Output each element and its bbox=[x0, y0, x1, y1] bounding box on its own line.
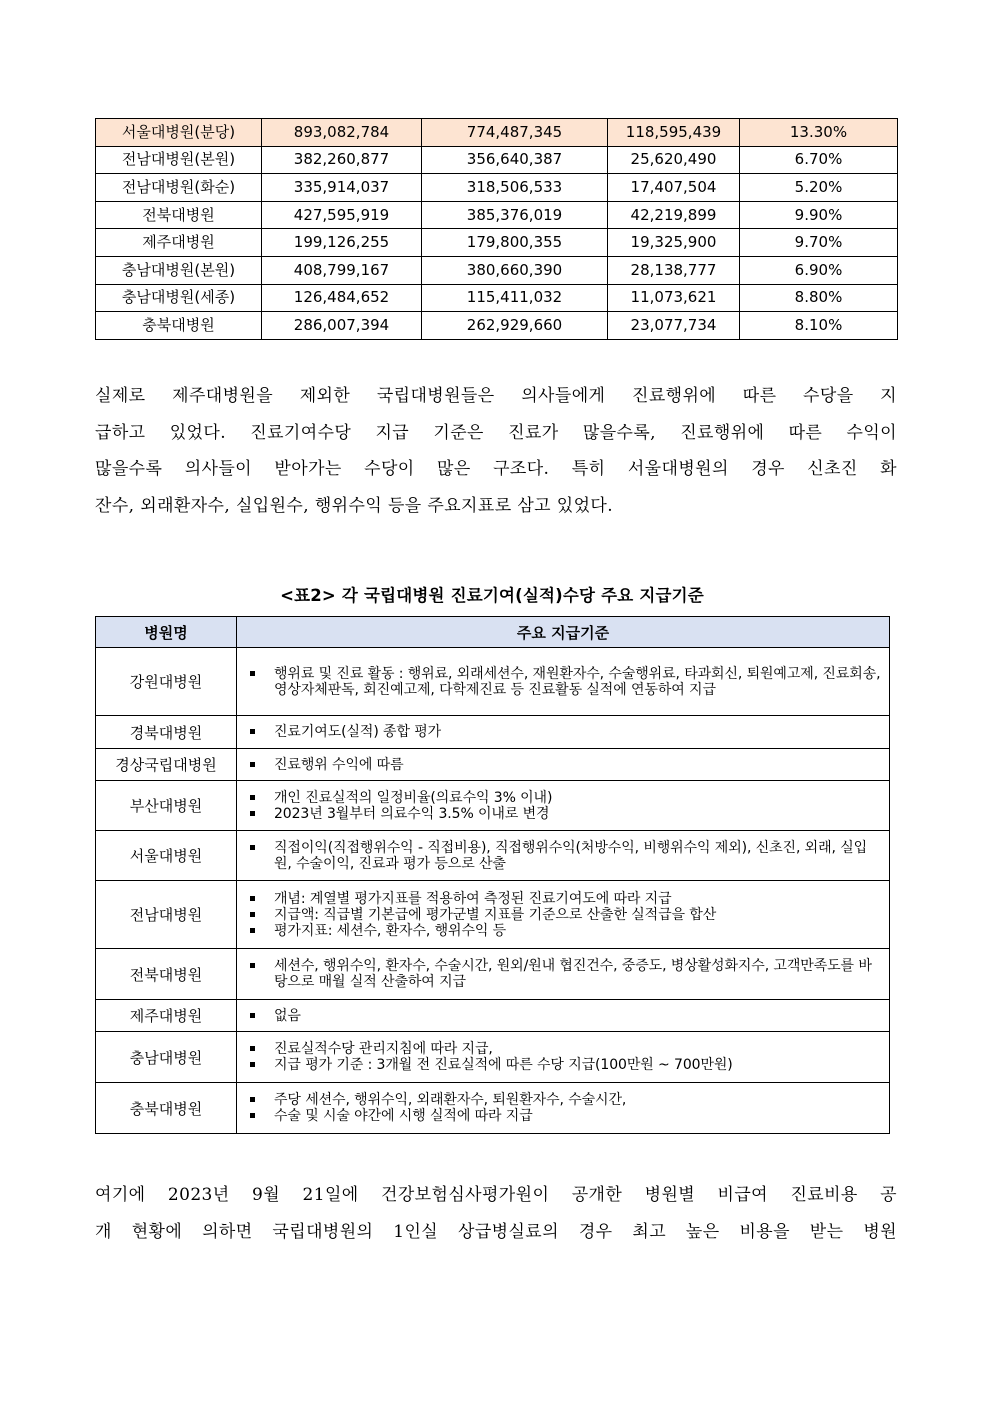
criteria-item: 세션수, 행위수익, 환자수, 수술시간, 원외/원내 협진건수, 중증도, 병상활성화지수, 고객만족도를 바탕으로 매월 실적 산출하여 지급 bbox=[247, 958, 881, 990]
header-hospital-name: 병원명 bbox=[96, 617, 237, 648]
table-cell: 115,411,032 bbox=[422, 284, 608, 312]
table-cell: 충남대병원(세종) bbox=[96, 284, 262, 312]
table-row bbox=[96, 1032, 890, 1083]
hospital-name: 경북대병원 bbox=[96, 716, 237, 749]
table-cell: 774,487,345 bbox=[422, 119, 608, 147]
table-cell: 23,077,734 bbox=[608, 312, 740, 340]
table-cell: 408,799,167 bbox=[262, 256, 422, 284]
table-cell: 6.70% bbox=[740, 146, 898, 174]
table-cell: 전남대병원(본원) bbox=[96, 146, 262, 174]
criteria-cell bbox=[237, 949, 890, 1000]
hospital-name: 전북대병원 bbox=[96, 949, 237, 1000]
criteria-cell bbox=[237, 1032, 890, 1083]
table-row bbox=[96, 648, 890, 716]
table-row bbox=[96, 831, 890, 881]
hospital-name: 강원대병원 bbox=[96, 648, 237, 716]
table-row bbox=[96, 146, 898, 174]
table-row bbox=[96, 1000, 890, 1032]
table-row bbox=[96, 284, 898, 312]
table-cell: 5.20% bbox=[740, 174, 898, 202]
criteria-cell bbox=[237, 648, 890, 716]
criteria-item: 지급 평가 기준 : 3개월 전 진료실적에 따른 수당 지급(100만원 ~ 700만원) bbox=[247, 1057, 881, 1073]
criteria-item: 수술 및 시술 야간에 시행 실적에 따라 지급 bbox=[247, 1108, 881, 1124]
table-cell: 전북대병원 bbox=[96, 201, 262, 229]
table-cell: 제주대병원 bbox=[96, 229, 262, 257]
table-cell: 28,138,777 bbox=[608, 256, 740, 284]
table-row bbox=[96, 201, 898, 229]
table-cell: 286,007,394 bbox=[262, 312, 422, 340]
paragraph-line: 개 현황에 의하면 국립대병원의 1인실 상급병실료의 경우 최고 높은 비용을 받는 병원 bbox=[95, 1221, 897, 1242]
table-cell: 충남대병원(본원) bbox=[96, 256, 262, 284]
table-row bbox=[96, 174, 898, 202]
table-row bbox=[96, 256, 898, 284]
criteria-item: 개념: 계열별 평가지표를 적용하여 측정된 진료기여도에 따라 지급 bbox=[247, 891, 881, 907]
criteria-item: 진료실적수당 관리지침에 따라 지급, bbox=[247, 1041, 881, 1057]
criteria-list bbox=[247, 724, 881, 740]
hospital-name: 경상국립대병원 bbox=[96, 749, 237, 781]
table-cell: 8.80% bbox=[740, 284, 898, 312]
table-cell: 262,929,660 bbox=[422, 312, 608, 340]
hospital-revenue-table bbox=[95, 118, 898, 340]
payment-criteria-table bbox=[95, 616, 890, 1134]
paragraph-incentive bbox=[95, 378, 897, 524]
criteria-list bbox=[247, 891, 881, 939]
table-cell: 382,260,877 bbox=[262, 146, 422, 174]
paragraph-room-fee bbox=[95, 1177, 897, 1250]
criteria-item: 행위료 및 진료 활동 : 행위료, 외래세션수, 재원환자수, 수술행위료, 타과회신, 퇴원예고제, 진료회송, 영상자체판독, 회진예고제, 다학제진료 등 진료활동 실적에 연동하여 지급 bbox=[247, 666, 881, 698]
table-cell: 126,484,652 bbox=[262, 284, 422, 312]
hospital-name: 부산대병원 bbox=[96, 781, 237, 831]
table-cell: 42,219,899 bbox=[608, 201, 740, 229]
criteria-list bbox=[247, 757, 881, 773]
paragraph-line: 잔수, 외래환자수, 실입원수, 행위수익 등을 주요지표로 삼고 있었다. bbox=[95, 495, 614, 516]
hospital-name: 충남대병원 bbox=[96, 1032, 237, 1083]
criteria-item: 평가지표: 세션수, 환자수, 행위수익 등 bbox=[247, 923, 881, 939]
table-cell: 199,126,255 bbox=[262, 229, 422, 257]
criteria-list bbox=[247, 666, 881, 698]
table-cell: 356,640,387 bbox=[422, 146, 608, 174]
paragraph-line: 급하고 있었다. 진료기여수당 지급 기준은 진료가 많을수록, 진료행위에 따른 수익이 bbox=[95, 422, 897, 443]
table-cell: 11,073,621 bbox=[608, 284, 740, 312]
header-criteria: 주요 지급기준 bbox=[237, 617, 890, 648]
hospital-name: 서울대병원 bbox=[96, 831, 237, 881]
table-row bbox=[96, 881, 890, 949]
table-cell: 전남대병원(화순) bbox=[96, 174, 262, 202]
criteria-cell bbox=[237, 716, 890, 749]
table-cell: 서울대병원(분당) bbox=[96, 119, 262, 147]
table-cell: 6.90% bbox=[740, 256, 898, 284]
criteria-item: 직접이익(직접행위수익 - 직접비용), 직접행위수익(처방수익, 비행위수익 제외), 신초진, 외래, 실입원, 수술이익, 진료과 평가 등으로 산출 bbox=[247, 840, 881, 872]
criteria-item: 주당 세션수, 행위수익, 외래환자수, 퇴원환자수, 수술시간, bbox=[247, 1092, 881, 1108]
paragraph-line: 많을수록 의사들이 받아가는 수당이 많은 구조다. 특히 서울대병원의 경우 신초진 화 bbox=[95, 459, 897, 480]
table-cell: 25,620,490 bbox=[608, 146, 740, 174]
criteria-list bbox=[247, 840, 881, 872]
criteria-item: 진료기여도(실적) 종합 평가 bbox=[247, 724, 881, 740]
table-cell: 19,325,900 bbox=[608, 229, 740, 257]
paragraph-line: 실제로 제주대병원을 제외한 국립대병원들은 의사들에게 진료행위에 따른 수당을 지 bbox=[95, 386, 897, 406]
table-row bbox=[96, 312, 898, 340]
criteria-cell bbox=[237, 749, 890, 781]
table-cell: 385,376,019 bbox=[422, 201, 608, 229]
table-cell: 179,800,355 bbox=[422, 229, 608, 257]
criteria-cell bbox=[237, 1000, 890, 1032]
table-cell: 17,407,504 bbox=[608, 174, 740, 202]
criteria-item: 진료행위 수익에 따름 bbox=[247, 757, 881, 773]
hospital-name: 전남대병원 bbox=[96, 881, 237, 949]
table-cell: 427,595,919 bbox=[262, 201, 422, 229]
table-row bbox=[96, 1083, 890, 1134]
paragraph-line: 여기에 2023년 9월 21일에 건강보험심사평가원이 공개한 병원별 비급여 진료비용 공 bbox=[95, 1185, 897, 1205]
table-cell: 380,660,390 bbox=[422, 256, 608, 284]
criteria-cell bbox=[237, 781, 890, 831]
table-cell: 118,595,439 bbox=[608, 119, 740, 147]
criteria-list bbox=[247, 1092, 881, 1124]
criteria-list bbox=[247, 1041, 881, 1073]
criteria-cell bbox=[237, 1083, 890, 1134]
table-row bbox=[96, 716, 890, 749]
table-header-row bbox=[96, 617, 890, 648]
criteria-list bbox=[247, 1008, 881, 1024]
table-cell: 893,082,784 bbox=[262, 119, 422, 147]
hospital-name: 충북대병원 bbox=[96, 1083, 237, 1134]
table-cell: 9.90% bbox=[740, 201, 898, 229]
criteria-item: 개인 진료실적의 일정비율(의료수익 3% 이내) bbox=[247, 790, 881, 806]
criteria-cell bbox=[237, 831, 890, 881]
table-row bbox=[96, 949, 890, 1000]
table-cell: 9.70% bbox=[740, 229, 898, 257]
hospital-name: 제주대병원 bbox=[96, 1000, 237, 1032]
criteria-list bbox=[247, 958, 881, 990]
table-row bbox=[96, 781, 890, 831]
table2-caption: <표2> 각 국립대병원 진료기여(실적)수당 주요 지급기준 bbox=[280, 586, 704, 605]
table-cell: 318,506,533 bbox=[422, 174, 608, 202]
criteria-cell bbox=[237, 881, 890, 949]
table-cell: 충북대병원 bbox=[96, 312, 262, 340]
criteria-item: 지급액: 직급별 기본급에 평가군별 지표를 기준으로 산출한 실적급을 합산 bbox=[247, 907, 881, 923]
criteria-item: 없음 bbox=[247, 1008, 881, 1024]
table-row bbox=[96, 229, 898, 257]
criteria-item: 2023년 3월부터 의료수익 3.5% 이내로 변경 bbox=[247, 806, 881, 822]
table-cell: 13.30% bbox=[740, 119, 898, 147]
table-row bbox=[96, 119, 898, 147]
table-row bbox=[96, 749, 890, 781]
table-cell: 8.10% bbox=[740, 312, 898, 340]
table-cell: 335,914,037 bbox=[262, 174, 422, 202]
criteria-list bbox=[247, 790, 881, 822]
